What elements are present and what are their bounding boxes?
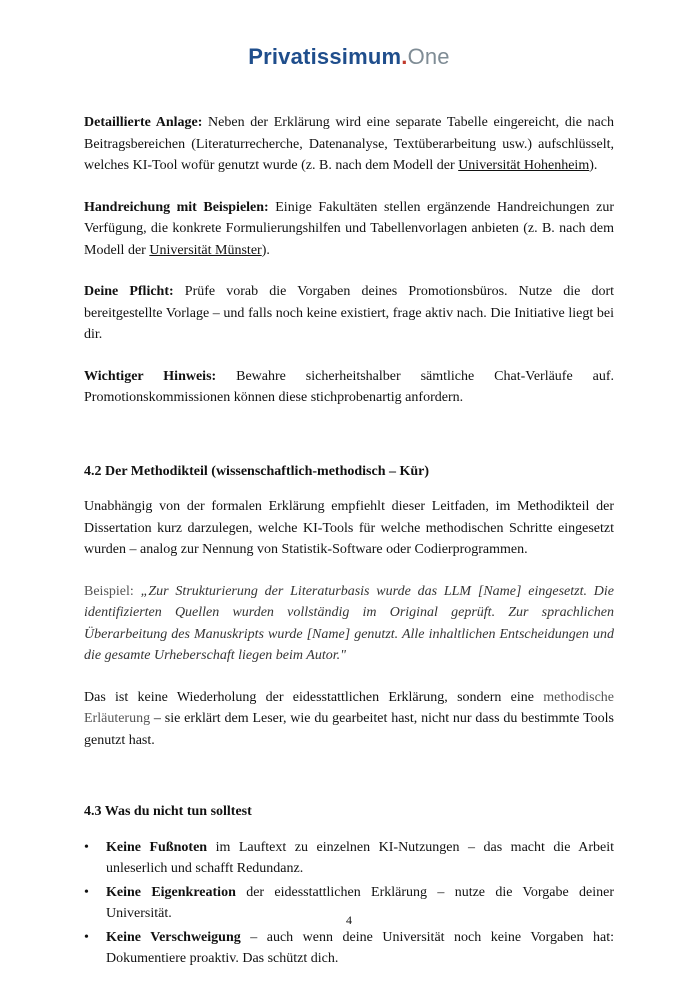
section-heading-4-3: 4.3 Was du nicht tun solltest: [84, 804, 252, 819]
link-hohenheim[interactable]: Universität Hohenheim: [458, 158, 590, 173]
text-b: methodische Erläuterung: [84, 689, 614, 726]
section-heading-4-2: 4.2 Der Methodikteil (wissenschaftlich-methodisch – Kür): [84, 463, 430, 479]
dont-list: [84, 837, 614, 970]
paragraph-methodik-erlaeuterung: [84, 687, 614, 752]
text-end: ).: [261, 242, 270, 258]
label: Deine Pflicht:: [84, 284, 174, 299]
item-bold: Keine Fußnoten: [106, 839, 208, 855]
text: Neben der Erklärung wird eine separate Tabelle eingereicht, die nach Beitragsbereichen (Literaturrecherche, Datenanalyse, Textüberarbeitung usw.) aufschlüsselt, welches KI-Tool wofür genutzt wurde (z. B. nach dem Modell der: [84, 115, 614, 173]
text-c: – sie erklärt dem Leser, wie du gearbeitet hast, nicht nur dass du bestimmte Tools genutzt hast.: [84, 711, 614, 748]
paragraph-beispiel: [84, 581, 614, 667]
text-end: ).: [589, 158, 598, 173]
logo-dot: .: [401, 44, 408, 69]
text: Einige Fakultäten stellen ergänzende Handreichungen zur Verfügung, die konkrete Formulierungshilfen und Tabellenvorlagen anbieten (z. B. nach dem Modell der: [84, 199, 614, 258]
label: Handreichung mit Beispielen:: [84, 199, 269, 215]
link-muenster[interactable]: Universität Münster: [149, 242, 262, 258]
item-text: im Lauftext zu einzelnen KI-Nutzungen – das macht die Arbeit unleserlich und schafft Redundanz.: [106, 839, 614, 876]
document-body: [84, 112, 614, 972]
item-bold: Keine Verschweigung: [106, 929, 241, 945]
item-text: – auch wenn deine Universität noch keine Vorgaben hat: Dokumentiere proaktiv. Das schützt dich.: [106, 929, 614, 966]
paragraph-methodik-intro: Unabhängig von der formalen Erklärung empfiehlt dieser Leitfaden, im Methodikteil der Dissertation kurz darzulegen, welche KI-Tools für welche methodischen Schritte eingesetzt wurden – analog zur Nennung von Statistik-Software oder Codierprogrammen.: [84, 499, 614, 557]
list-item: [84, 927, 614, 970]
bullet-icon: •: [84, 929, 89, 945]
bullet-icon: •: [84, 839, 89, 855]
list-item: [84, 837, 614, 880]
item-text: der eidesstattlichen Erklärung – nutze die Vorgabe deiner Universität.: [106, 884, 614, 921]
paragraph-wichtiger-hinweis: [84, 366, 614, 409]
logo-main: Privatissimum: [248, 44, 402, 69]
logo-one: One: [407, 44, 450, 69]
text: Bewahre sicherheitshalber sämtliche Chat-Verläufe auf. Promotionskommissionen können diese stichprobenartig anfordern.: [84, 368, 614, 405]
text-a: Das ist keine Wiederholung der eidesstattlichen Erklärung, sondern eine: [84, 689, 544, 705]
logo: [0, 44, 698, 70]
label: Detaillierte Anlage:: [84, 115, 203, 130]
paragraph-detaillierte-anlage: [84, 112, 614, 177]
label: Wichtiger Hinweis:: [84, 368, 217, 384]
paragraph-deine-pflicht: [84, 281, 614, 346]
example-quote: „Zur Strukturierung der Literaturbasis wurde das LLM [Name] eingesetzt. Die identifizierten Quellen wurden vollständig im Original geprüft. Zur sprachlichen Überarbeitung des Manuskripts wurde [Name] genutzt. Alle inhaltlichen Entscheidungen und die gesamte Urheberschaft liegen beim Autor.": [84, 583, 614, 663]
item-bold: Keine Eigenkreation: [106, 884, 236, 900]
text: Prüfe vorab die Vorgaben deines Promotionsbüros. Nutze die dort bereitgestellte Vorlage – und falls noch keine existiert, frage aktiv nach. Die Initiative liegt bei dir.: [84, 284, 614, 342]
paragraph-handreichung: [84, 197, 614, 262]
page-number: 4: [346, 913, 352, 927]
example-label: Beispiel:: [84, 583, 141, 599]
bullet-icon: •: [84, 884, 89, 900]
